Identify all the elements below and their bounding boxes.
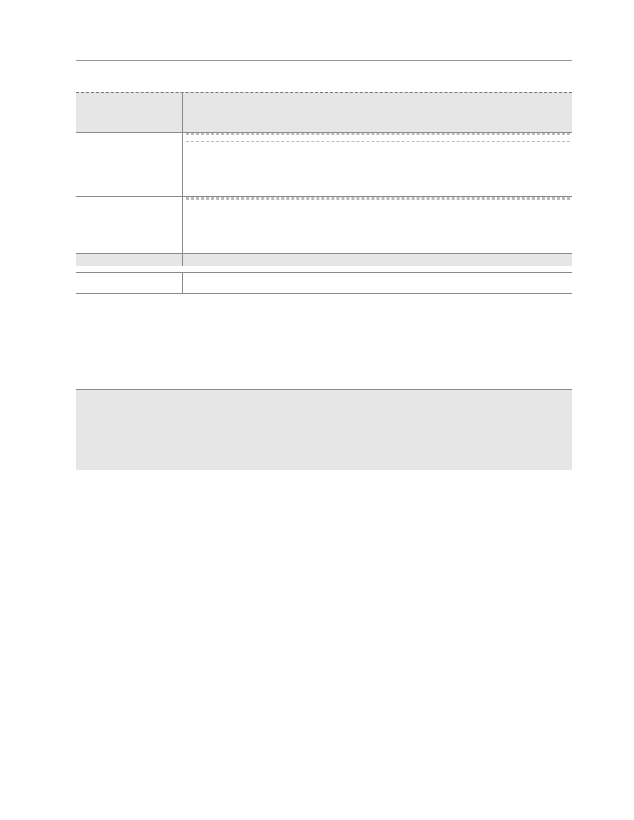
- title-block: [76, 92, 572, 133]
- keywords-row: [76, 272, 572, 294]
- header-rule: [76, 60, 572, 61]
- author-affiliation: [186, 133, 570, 142]
- author-email[interactable]: [186, 199, 570, 200]
- author-block-1: [76, 132, 572, 197]
- author-affiliation: [186, 197, 570, 200]
- affiliation-line: [186, 134, 570, 135]
- author-block-2: [76, 196, 572, 254]
- column-separator: [182, 93, 183, 133]
- dashed-divider: [76, 472, 572, 479]
- column-separator: [182, 197, 183, 254]
- doi-row: [76, 253, 572, 266]
- column-separator: [182, 273, 183, 293]
- column-separator: [182, 133, 183, 197]
- author-email[interactable]: [186, 141, 570, 142]
- citation-section: [76, 389, 572, 470]
- column-separator: [182, 254, 183, 266]
